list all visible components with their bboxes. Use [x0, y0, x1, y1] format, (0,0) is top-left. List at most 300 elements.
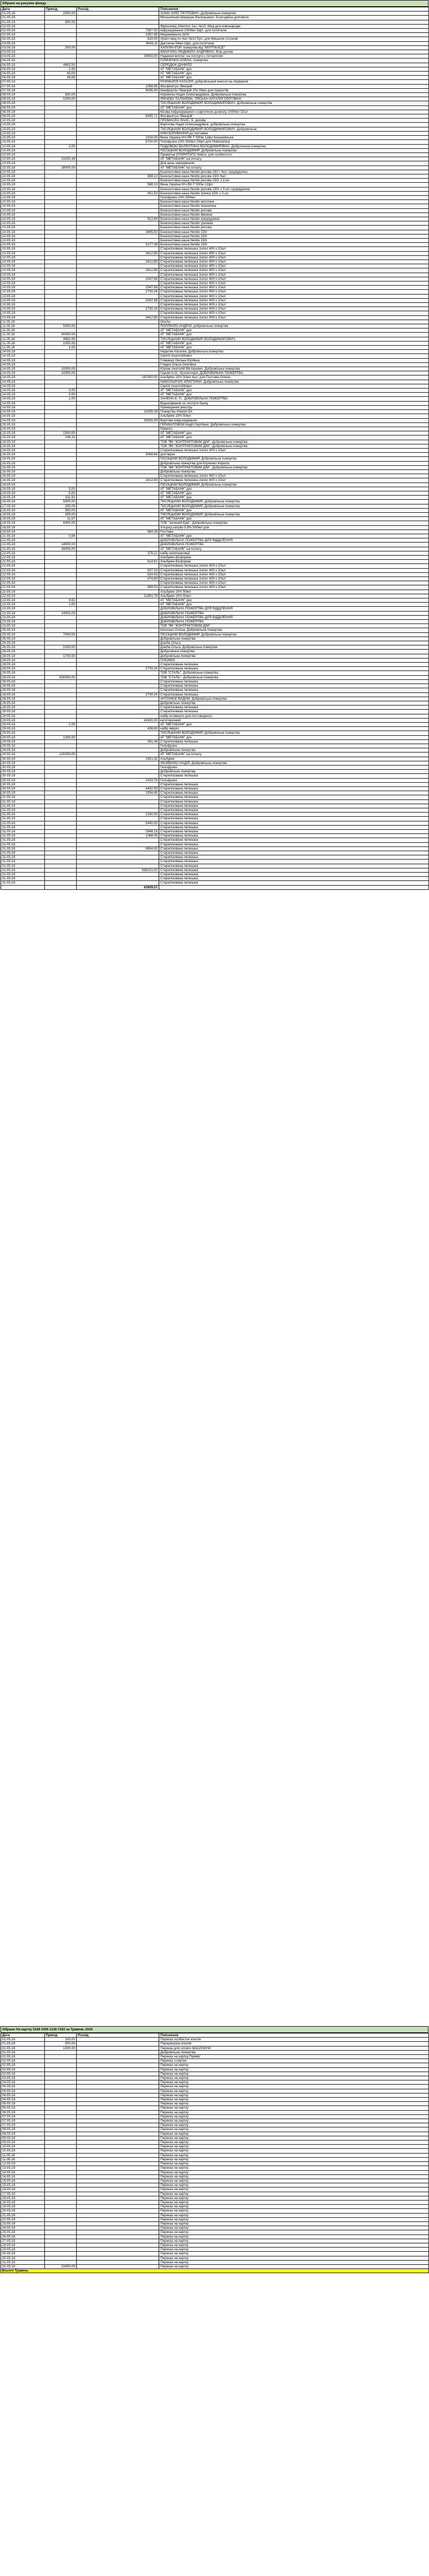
cell-expense	[77, 508, 159, 512]
cell-date: 10.05.18	[1, 119, 45, 123]
cell-date: 13.05.18	[1, 2166, 45, 2170]
cell-date: 09.05.18	[1, 2140, 45, 2145]
cell-note: ХОМА ОЛЕГ ПЕТРОВИЧ. Добровільна пожертва	[159, 11, 429, 16]
cell-date: 21.05.18	[1, 534, 45, 538]
cell-expense: 9043,11	[77, 41, 159, 45]
table-row	[1, 230, 429, 234]
table-row	[1, 2166, 429, 2170]
table-row	[1, 255, 429, 260]
cell-note: Стерилізована пелюшка	[159, 821, 429, 825]
cell-note: Стерилізована пелюшка	[159, 782, 429, 786]
cell-expense	[77, 701, 159, 705]
cell-date: 23.05.18	[1, 620, 45, 624]
cell-date: 10.05.18	[1, 2149, 45, 2153]
cell-date: 30.05.18	[1, 761, 45, 765]
cell-date: 28.05.18	[1, 684, 45, 688]
table-row	[1, 714, 429, 718]
cell-expense: 1029,78	[77, 778, 159, 782]
cell-expense	[77, 45, 159, 50]
cell-income	[45, 483, 77, 487]
cell-date: 14.05.18	[1, 2170, 45, 2174]
cell-date: 16.05.18	[1, 469, 45, 474]
section-1-body	[1, 11, 429, 885]
table-row	[1, 2059, 429, 2063]
cell-income	[45, 697, 77, 701]
cell-expense: 5730,00	[77, 140, 159, 144]
table-row	[1, 774, 429, 778]
table-row	[1, 418, 429, 422]
cell-income	[45, 2050, 77, 2054]
cell-note: Стерилізована пелюшка	[159, 830, 429, 834]
table-row	[1, 101, 429, 105]
cell-date: 16.05.18	[1, 2187, 45, 2192]
cell-expense	[77, 654, 159, 658]
cell-expense	[77, 2179, 159, 2183]
table-row	[1, 298, 429, 302]
table-row	[1, 465, 429, 469]
cell-income	[45, 328, 77, 333]
cell-expense	[77, 2063, 159, 2067]
table-row	[1, 371, 429, 375]
cell-expense	[77, 504, 159, 508]
cell-income	[45, 2221, 77, 2226]
cell-note: Стерилізована пелюшка	[159, 877, 429, 881]
cell-expense	[77, 2059, 159, 2063]
cell-date: 07.05.18	[1, 2114, 45, 2119]
cell-note: ПОДОВОЮ ВАЛЕНТИНА ВОЛОДИМИРІВНА. Доброчинна пожертва	[159, 144, 429, 148]
cell-date: 10.05.18	[1, 183, 45, 187]
cell-expense	[77, 72, 159, 76]
cell-date: 10.05.18	[1, 286, 45, 290]
table-row	[1, 2174, 429, 2179]
table-row	[1, 24, 429, 28]
cell-date: 25.05.18	[1, 628, 45, 632]
cell-expense	[77, 2046, 159, 2050]
cell-date: 23.05.18	[1, 2221, 45, 2226]
cell-note: Стерилізована пелюшка Junior 400 x 10шт	[159, 277, 429, 281]
cell-date: 10.05.18	[1, 234, 45, 238]
cell-date: 11.05.18	[1, 341, 45, 345]
table-row	[1, 577, 429, 581]
cell-expense	[77, 405, 159, 409]
cell-note: ЯМЧЕВА ТАЛАЙЕВА. ЛЯСЬКА НАТАЛІЯ СЕРГІЇВНА	[159, 97, 429, 101]
table-row	[1, 2252, 429, 2256]
cell-date: 14.05.18	[1, 362, 45, 367]
cell-expense	[77, 461, 159, 465]
table-row	[1, 268, 429, 273]
cell-note: Переказ на картку	[159, 2140, 429, 2145]
cell-expense	[77, 440, 159, 444]
cell-date: 11.05.18	[1, 328, 45, 333]
table-row	[1, 307, 429, 311]
cell-note: Безкоштовна каша Nestle 150г	[159, 230, 429, 234]
cell-income	[45, 860, 77, 864]
cell-date: 16.05.18	[1, 474, 45, 478]
table-row	[1, 496, 429, 500]
cell-expense	[77, 684, 159, 688]
cell-expense: 3412,80	[77, 478, 159, 483]
table-row	[1, 208, 429, 213]
section-1-total-row	[1, 885, 429, 889]
table-row	[1, 183, 429, 187]
header-date: Дата	[1, 7, 45, 11]
table-row	[1, 320, 429, 324]
cell-income	[45, 247, 77, 251]
cell-expense	[77, 598, 159, 603]
cell-note: Переказ з картки	[159, 2059, 429, 2063]
cell-date: 06.05.18	[1, 2110, 45, 2114]
cell-date: 16.05.18	[1, 500, 45, 504]
cell-expense: 588,10	[77, 174, 159, 178]
cell-note: Корнієнко Надія Олександрівна. Добровільна пожертва	[159, 93, 429, 97]
cell-expense: 2730,24	[77, 307, 159, 311]
cell-income	[45, 444, 77, 448]
table-row	[1, 2093, 429, 2097]
cell-date: 10.05.18	[1, 170, 45, 174]
table-row	[1, 2209, 429, 2213]
cell-date: 04.05.18	[1, 63, 45, 67]
table-row	[1, 534, 429, 538]
table-row	[1, 2114, 429, 2119]
cell-note: Безкоштовна каша Nestle кукурудзяна	[159, 217, 429, 221]
cell-note: Стерилізована пелюшка	[159, 860, 429, 864]
cell-income: 14000,00	[45, 611, 77, 615]
section-1-header-row	[1, 7, 429, 11]
table-row	[1, 757, 429, 761]
cell-date: 10.05.18	[1, 221, 45, 226]
cell-date: 23.05.18	[1, 611, 45, 615]
cell-income: 196,11	[45, 436, 77, 440]
cell-income: 29,65	[45, 76, 77, 80]
cell-income	[45, 148, 77, 152]
cell-date: 29.05.18	[1, 744, 45, 748]
cell-expense	[77, 105, 159, 110]
cell-expense: 167000,00	[77, 375, 159, 380]
cell-note: Альбумін 10% 50мл	[159, 414, 429, 418]
table-row	[1, 2080, 429, 2085]
cell-date: 30.05.18	[1, 786, 45, 791]
table-row	[1, 765, 429, 769]
cell-income	[45, 2055, 77, 2059]
cell-note: АНТОНЮК ВАДИМ. Добровільна пожертва	[159, 697, 429, 701]
cell-expense	[77, 581, 159, 585]
cell-note: ГЕРИКАТОВОЙ Надії Сергіївни. Добровільна пожертва	[159, 422, 429, 427]
cell-note: Горнікі Н.О., бухгалтерія. ДОБРОВІЛЬНА ПОЖЕРТВА	[159, 371, 429, 375]
section-2-body	[1, 2038, 429, 2269]
header-note: Пояснення	[159, 7, 429, 11]
cell-expense	[77, 273, 159, 277]
cell-expense	[77, 603, 159, 607]
cell-note: Переказ на картку	[159, 2264, 429, 2268]
cell-date: 01.05.18	[1, 2038, 45, 2042]
table-row	[1, 264, 429, 268]
cell-expense	[77, 2106, 159, 2110]
cell-income	[45, 2226, 77, 2230]
cell-note: набір інтимного для гостовидного	[159, 714, 429, 718]
table-row	[1, 568, 429, 572]
cell-date: 30.05.18	[1, 791, 45, 795]
cell-date: 15.05.18	[1, 436, 45, 440]
cell-expense	[77, 436, 159, 440]
table-row	[1, 632, 429, 637]
cell-note: Доброчинна пожертва	[159, 650, 429, 654]
cell-expense	[77, 2166, 159, 2170]
table-row	[1, 444, 429, 448]
cell-expense: 3412,80	[77, 268, 159, 273]
cell-expense	[77, 877, 159, 881]
cell-expense: 11055,38	[77, 410, 159, 414]
cell-date: 30.05.18	[1, 782, 45, 786]
cell-note: Переказ на картку	[159, 2063, 429, 2067]
cell-note: ХАПІЛІН ІГОР. пожертва від "МУЛТІКАСЕ"	[159, 45, 429, 50]
cell-expense	[77, 688, 159, 692]
cell-income	[45, 560, 77, 564]
cell-expense: 537,20	[77, 568, 159, 572]
cell-income	[45, 650, 77, 654]
table-row	[1, 436, 429, 440]
cell-note: АТ "МЕТАБАНК" дох	[159, 603, 429, 607]
cell-income	[45, 457, 77, 461]
cell-date: 14.05.18	[1, 380, 45, 384]
cell-note: АТ "МЕТАБАНК" дох	[159, 346, 429, 350]
cell-income	[45, 667, 77, 671]
cell-expense	[77, 804, 159, 808]
cell-note: ПОЛЛІКІЛО АНДРІЙ. добровільна пожертва	[159, 324, 429, 328]
cell-expense: 1916,00	[77, 136, 159, 140]
cell-note: Надання виплат на послуги з потерпілих	[159, 54, 429, 58]
cell-date: 01.05.18	[1, 2050, 45, 2054]
cell-note: Безкоштовна каша Nestle 150г	[159, 234, 429, 238]
cell-note: Переказ на картку	[159, 2170, 429, 2174]
cell-note: СЕРЕДЮК ДАНИЛО	[159, 63, 429, 67]
cell-note: ПІСОЦКИЙ ВОЛОДИМИР. Добровільна пожертва	[159, 632, 429, 637]
cell-note: Кемфортон Ліваорій 20х 30мл для пацієнтів	[159, 88, 429, 92]
cell-expense: 3412,80	[77, 315, 159, 320]
cell-note: Переказ на картку	[159, 2132, 429, 2136]
cell-note: Стерилізована пелюшка	[159, 705, 429, 710]
cell-note: ПЛЮМКА	[159, 658, 429, 662]
cell-income	[45, 2252, 77, 2256]
cell-date: 02.05.18	[1, 2067, 45, 2072]
cell-income	[45, 624, 77, 628]
cell-note: Стерилізована пелюшка	[159, 851, 429, 855]
cell-income	[45, 692, 77, 697]
table-row	[1, 84, 429, 88]
cell-date: 29.05.18	[1, 727, 45, 731]
cell-income	[45, 585, 77, 590]
cell-note: ДОБРОВІЛЬНА ПОЖЕРТВА	[159, 620, 429, 624]
cell-expense	[77, 714, 159, 718]
cell-note: АТ "МЕТАБАНК" дох	[159, 496, 429, 500]
table-row	[1, 504, 429, 508]
table-row	[1, 2067, 429, 2072]
cell-date: 29.05.18	[1, 2248, 45, 2252]
cell-income	[45, 2248, 77, 2252]
cell-expense: 614,91	[77, 560, 159, 564]
table-row	[1, 362, 429, 367]
cell-expense: 461,53	[77, 191, 159, 195]
cell-income	[45, 58, 77, 63]
table-row	[1, 152, 429, 157]
cell-expense: 1068,85	[77, 84, 159, 88]
cell-note: Стерилізована пелюшка Junior 400 x 10шт	[159, 268, 429, 273]
cell-note: Добровільна пожертва	[159, 701, 429, 705]
cell-expense	[77, 101, 159, 105]
table-row	[1, 2239, 429, 2243]
cell-date: 10.05.18	[1, 152, 45, 157]
cell-date: 10.05.18	[1, 144, 45, 148]
cell-date: 14.05.18	[1, 371, 45, 375]
cell-date: 28.05.18	[1, 697, 45, 701]
cell-expense	[77, 2119, 159, 2123]
cell-date: 31.05.18	[1, 851, 45, 855]
cell-income: 1700,00	[45, 654, 77, 658]
cell-income	[45, 414, 77, 418]
cell-note: Переказ на картку	[159, 2145, 429, 2149]
cell-date: 16.05.18	[1, 483, 45, 487]
cell-note: ТОВ "ФК "КОНТРАКТОВИЙ ДІМ". Добровільна пожертва	[159, 465, 429, 469]
table-row	[1, 234, 429, 238]
page	[1, 0, 428, 2273]
cell-date: 29.05.18	[1, 718, 45, 722]
cell-income	[45, 380, 77, 384]
cell-income	[45, 290, 77, 294]
cell-expense	[77, 851, 159, 855]
table-row	[1, 144, 429, 148]
table-row	[1, 217, 429, 221]
table-row	[1, 786, 429, 791]
cell-expense	[77, 187, 159, 191]
cell-expense	[77, 208, 159, 213]
cell-note: Безкоштовна каша Nestle гречка 150г з 3 шт	[159, 191, 429, 195]
cell-income	[45, 864, 77, 868]
cell-note: Гладка Ольга Олегівна	[159, 362, 429, 367]
cell-income	[45, 105, 77, 110]
table-row	[1, 2127, 429, 2132]
cell-expense: 8455,71	[77, 114, 159, 119]
cell-date: 10.05.18	[1, 161, 45, 166]
cell-date: 20.05.18	[1, 2209, 45, 2213]
cell-income	[45, 2085, 77, 2089]
cell-date: 31.05.18	[1, 795, 45, 799]
table-row	[1, 2145, 429, 2149]
table-row	[1, 637, 429, 641]
cell-income	[45, 830, 77, 834]
cell-date: 31.05.18	[1, 834, 45, 838]
table-row	[1, 448, 429, 452]
cell-expense	[77, 620, 159, 624]
table-row	[1, 748, 429, 752]
cell-income	[45, 786, 77, 791]
cell-date: 28.05.18	[1, 675, 45, 679]
table-row	[1, 645, 429, 650]
cell-date: 15.05.18	[1, 2183, 45, 2187]
cell-income	[45, 179, 77, 183]
cell-expense	[77, 521, 159, 525]
cell-note: Стерилізована пелюшка	[159, 881, 429, 885]
table-row	[1, 2264, 429, 2268]
cell-note: Добровільна пожертва	[159, 469, 429, 474]
total-income	[45, 885, 77, 889]
cell-date: 05.05.18	[1, 2102, 45, 2106]
table-row	[1, 2046, 429, 2050]
cell-income	[45, 2205, 77, 2209]
table-row	[1, 860, 429, 864]
cell-expense	[77, 2264, 159, 2268]
cell-expense	[77, 860, 159, 864]
cell-income	[45, 152, 77, 157]
cell-date: 08.05.18	[1, 93, 45, 97]
cell-note: Для день народження	[159, 161, 429, 166]
cell-note: ПІСОЦКИЙ ВОЛОДИМИР. Добровільна пожертва	[159, 148, 429, 152]
table-row	[1, 761, 429, 765]
cell-date: 11.05.18	[1, 320, 45, 324]
cell-note: Стерилізована пелюшка Junior 400 x 10шт	[159, 281, 429, 286]
cell-expense	[77, 2226, 159, 2230]
cell-date: 22.05.18	[1, 2217, 45, 2221]
cell-expense	[77, 2243, 159, 2247]
cell-date: 08.05.18	[1, 110, 45, 114]
cell-date: 05.05.18	[1, 2106, 45, 2110]
cell-income: 5000,00	[45, 500, 77, 504]
cell-expense	[77, 80, 159, 84]
cell-income: 500,00	[45, 20, 77, 24]
table-row	[1, 72, 429, 76]
table-row	[1, 277, 429, 281]
cell-expense	[77, 238, 159, 242]
cell-date: 30.05.18	[1, 765, 45, 769]
cell-date: 28.05.18	[1, 705, 45, 710]
table-row	[1, 422, 429, 427]
table-row	[1, 136, 429, 140]
cell-income	[45, 54, 77, 58]
table-row	[1, 2213, 429, 2217]
cell-note: Стерилізована пелюшка	[159, 817, 429, 821]
cell-expense	[77, 658, 159, 662]
table-row	[1, 667, 429, 671]
cell-note: ДОБРОВІЛЬНА ПОЖЕРТВА	[159, 543, 429, 547]
cell-note: Приміщення реєстру	[159, 405, 429, 409]
cell-date: 14.05.18	[1, 389, 45, 393]
cell-note: Безкоштовна каша Nestle 150г	[159, 243, 429, 247]
cell-expense	[77, 2042, 159, 2046]
cell-expense	[77, 170, 159, 174]
cell-income	[45, 663, 77, 667]
cell-note: Стерилізована пелюшка Junior 400 x 10шт	[159, 474, 429, 478]
cell-note: Гелофузин	[159, 765, 429, 769]
cell-note: ТОВ "ФК "КОНТРАКТОВИЙ ДІМ". Добровільна пожертва	[159, 440, 429, 444]
table-row	[1, 45, 429, 50]
cell-expense	[77, 465, 159, 469]
cell-note: АТ "МЕТАБАНК" дох	[159, 431, 429, 436]
cell-date: 22.05.18	[1, 585, 45, 590]
cell-income	[45, 2098, 77, 2102]
cell-date: 31.05.18	[1, 808, 45, 812]
cell-income	[45, 131, 77, 135]
cell-note: Переказ на картку	[159, 2162, 429, 2166]
cell-date: 28.05.18	[1, 688, 45, 692]
cell-income	[45, 2234, 77, 2239]
table-row	[1, 290, 429, 294]
cell-income	[45, 114, 77, 119]
cell-expense: 1057,85	[77, 33, 159, 37]
cell-date: 10.05.18	[1, 230, 45, 234]
cell-date: 14.05.18	[1, 350, 45, 354]
cell-expense	[77, 444, 159, 448]
cell-income: 5,00	[45, 491, 77, 495]
cell-note: Пожертва Vitamin Dx	[159, 410, 429, 414]
header-note: Пояснення	[159, 2033, 429, 2038]
